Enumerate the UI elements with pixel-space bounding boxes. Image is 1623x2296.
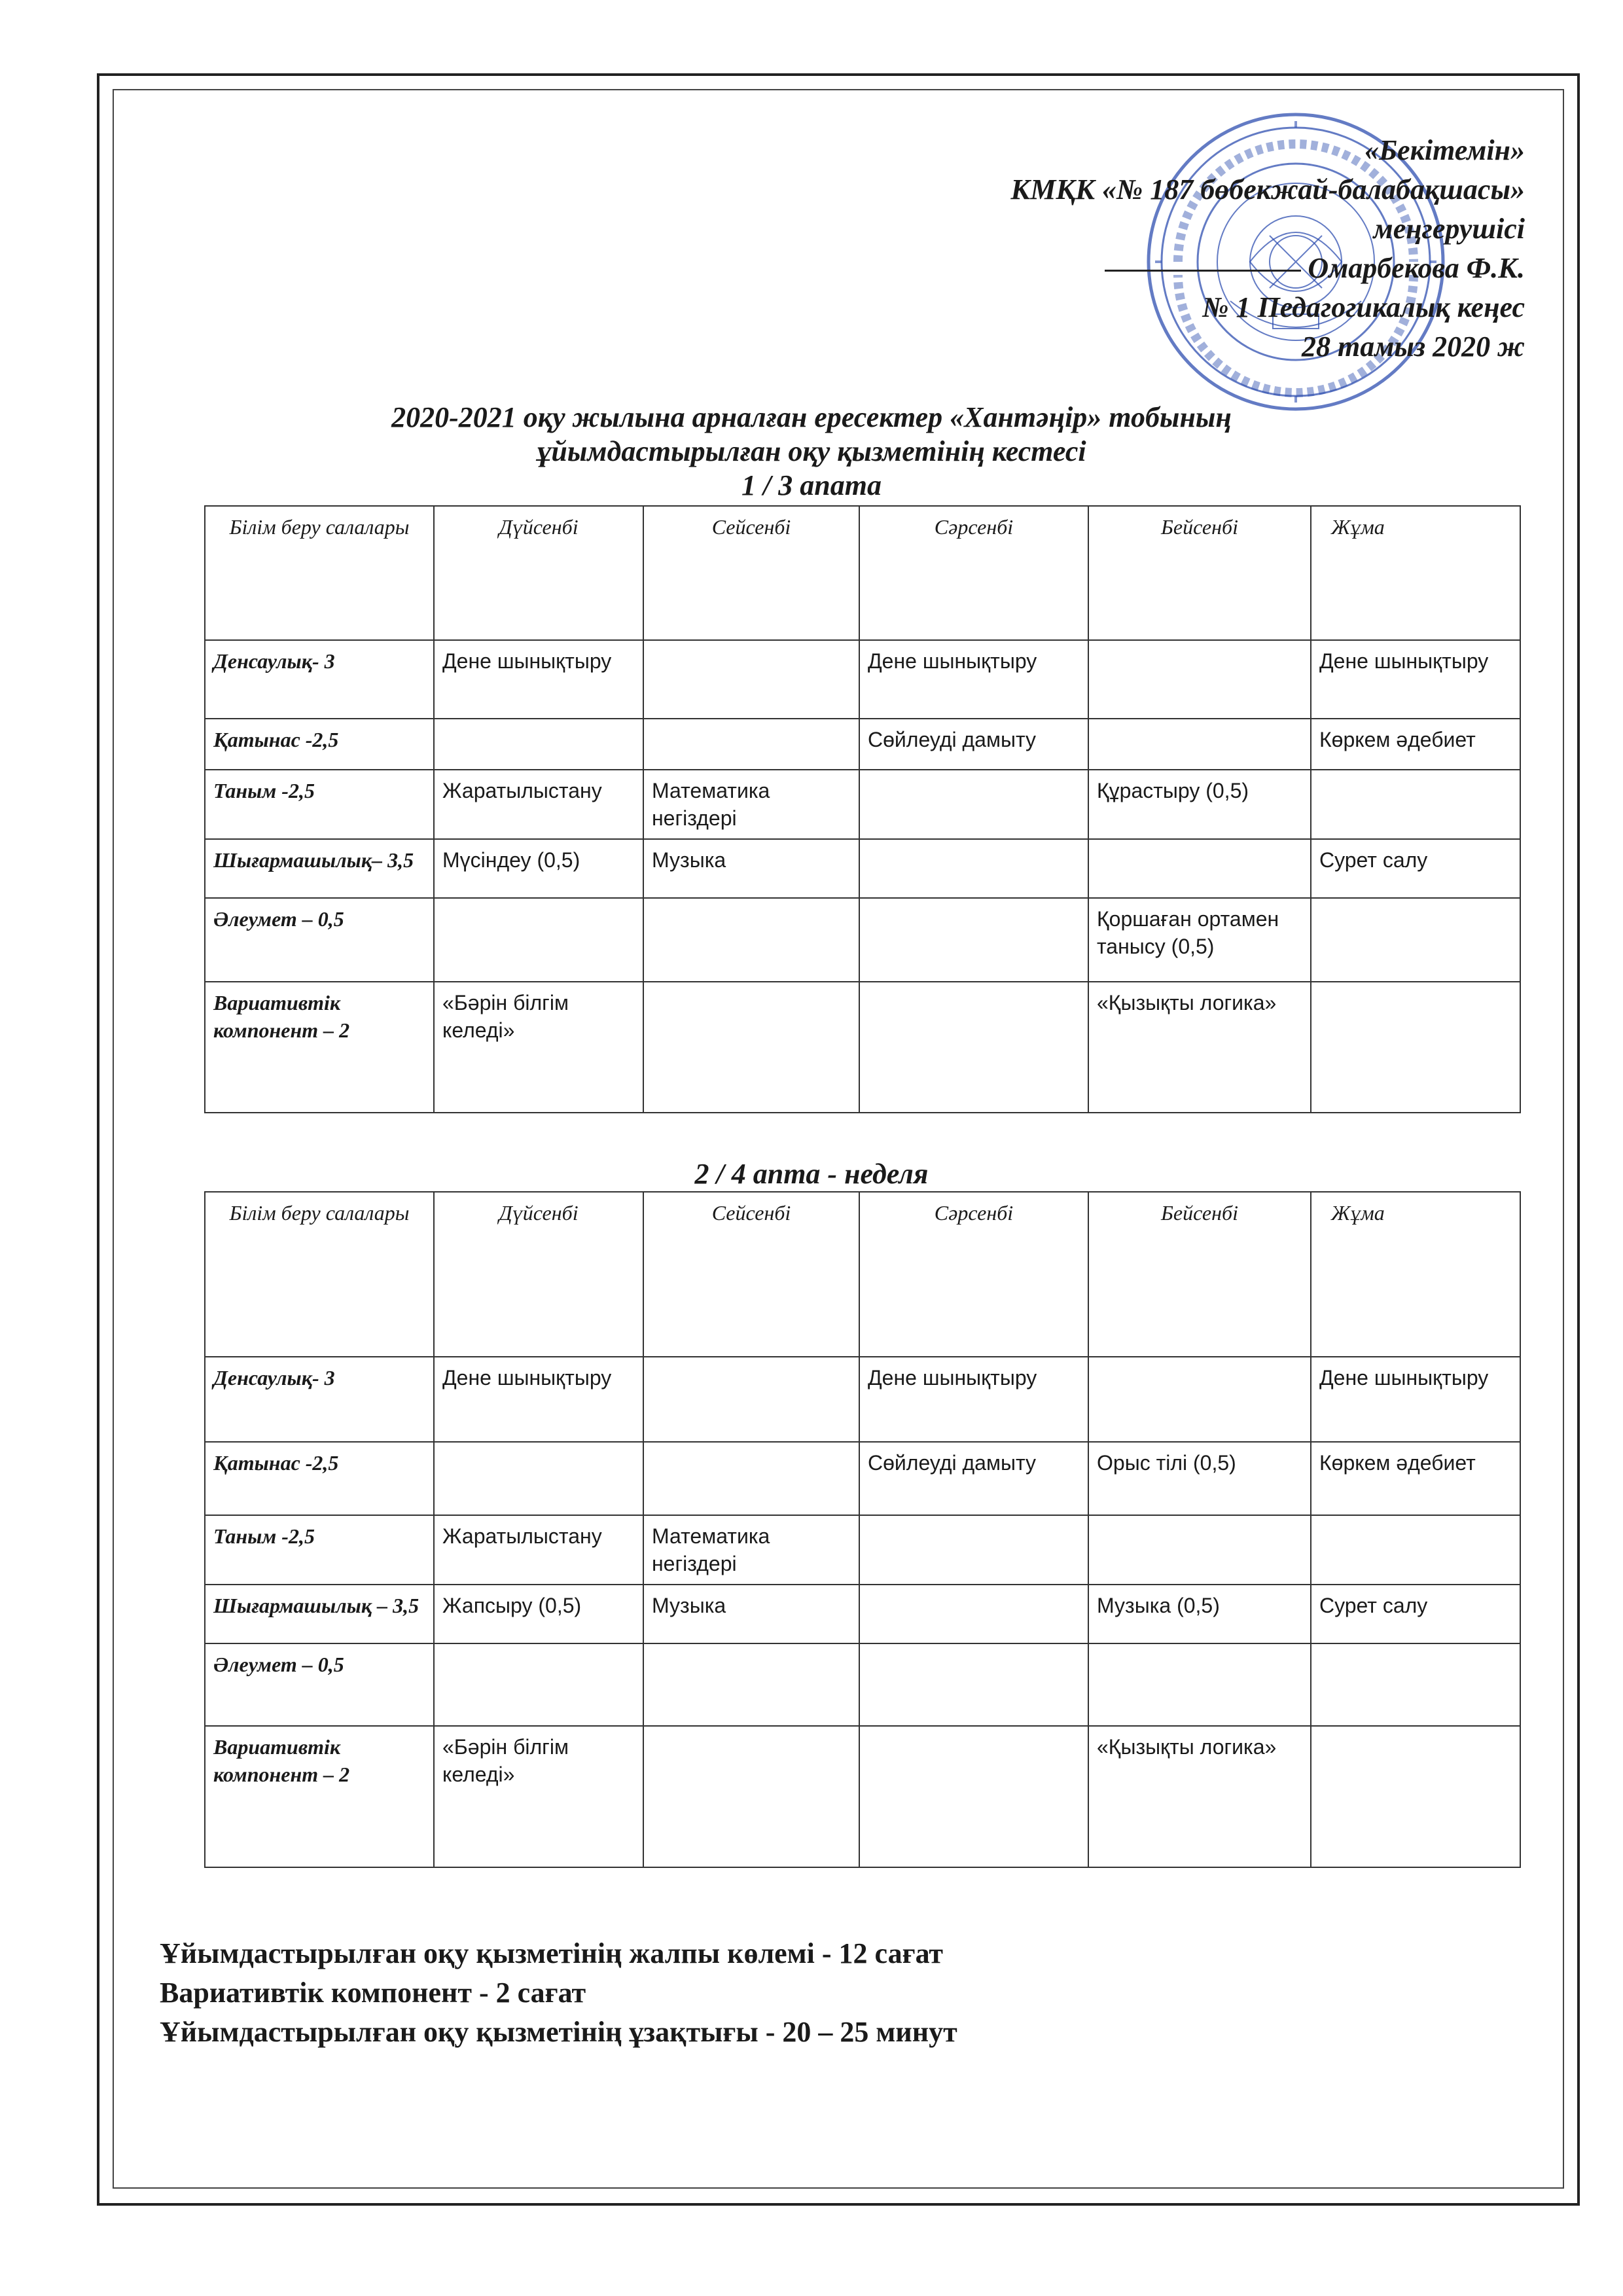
table-row xyxy=(205,982,1520,1113)
lesson-cell xyxy=(859,982,1088,1113)
table2-heading: 2 / 4 апта - неделя xyxy=(694,1158,929,1190)
table-header-row xyxy=(205,1192,1520,1357)
lesson-cell xyxy=(434,898,643,982)
education-area-cell: Денсаулық- 3 xyxy=(205,1357,434,1442)
lesson-cell: Математика негіздері xyxy=(643,770,859,839)
lesson-cell: Мүсіндеу (0,5) xyxy=(434,839,643,898)
education-area-cell: Шығармашылық– 3,5 xyxy=(205,839,434,898)
header-cell: Сейсенбі xyxy=(643,506,859,640)
lesson-cell xyxy=(643,640,859,719)
lesson-cell: Сурет салу xyxy=(1311,1585,1520,1643)
lesson-cell xyxy=(859,1585,1088,1643)
lesson-cell: Дене шынықтыру xyxy=(859,640,1088,719)
lesson-cell: Дене шынықтыру xyxy=(434,640,643,719)
education-area-cell: Денсаулық- 3 xyxy=(205,640,434,719)
lesson-cell: «Қызықты логика» xyxy=(1088,982,1311,1113)
lesson-cell: Сөйлеуді дамыту xyxy=(859,719,1088,770)
table-row xyxy=(205,1442,1520,1515)
header-cell: Сәрсенбі xyxy=(859,506,1088,640)
lesson-cell xyxy=(859,1515,1088,1585)
education-area-cell: Шығармашылық – 3,5 xyxy=(205,1585,434,1643)
approval-line-4: Омарбекова Ф.К. xyxy=(1308,252,1525,284)
lesson-cell xyxy=(1311,898,1520,982)
lesson-cell xyxy=(1311,1515,1520,1585)
lesson-cell: Құрастыру (0,5) xyxy=(1088,770,1311,839)
table-row xyxy=(205,1357,1520,1442)
lesson-cell xyxy=(643,982,859,1113)
table1-heading: 1 / 3 апата xyxy=(741,469,882,501)
lesson-cell: «Бәрін білгім келеді» xyxy=(434,982,643,1113)
lesson-cell xyxy=(643,898,859,982)
lesson-cell xyxy=(1311,770,1520,839)
lesson-cell: «Бәрін білгім келеді» xyxy=(434,1726,643,1867)
lesson-cell: Музыка (0,5) xyxy=(1088,1585,1311,1643)
table-row xyxy=(205,1515,1520,1585)
lesson-cell: Музыка xyxy=(643,1585,859,1643)
header-cell: Дүйсенбі xyxy=(434,1192,643,1357)
education-area-cell: Қатынас -2,5 xyxy=(205,719,434,770)
education-area-cell: Әлеумет – 0,5 xyxy=(205,1643,434,1726)
table-header-row xyxy=(205,506,1520,640)
lesson-cell xyxy=(643,719,859,770)
lesson-cell: Сурет салу xyxy=(1311,839,1520,898)
lesson-cell xyxy=(643,1357,859,1442)
lesson-cell: Қоршаған ортамен танысу (0,5) xyxy=(1088,898,1311,982)
header-cell: Жұма xyxy=(1311,1192,1520,1357)
education-area-cell: Таным -2,5 xyxy=(205,770,434,839)
summary-block xyxy=(160,1934,957,2052)
lesson-cell xyxy=(1088,640,1311,719)
summary-duration: Ұйымдастырылған оқу қызметінің ұзақтығы - 20 – 25 минут xyxy=(160,2016,957,2048)
lesson-cell: Дене шынықтыру xyxy=(1311,640,1520,719)
lesson-cell xyxy=(434,1442,643,1515)
lesson-cell xyxy=(859,839,1088,898)
header-cell: Жұма xyxy=(1311,506,1520,640)
header-cell: Дүйсенбі xyxy=(434,506,643,640)
lesson-cell xyxy=(859,1643,1088,1726)
lesson-cell xyxy=(1311,982,1520,1113)
lesson-cell xyxy=(643,1726,859,1867)
header-cell: Сейсенбі xyxy=(643,1192,859,1357)
table-row xyxy=(205,1585,1520,1643)
lesson-cell: Орыс тілі (0,5) xyxy=(1088,1442,1311,1515)
table-row xyxy=(205,898,1520,982)
lesson-cell: «Қызықты логика» xyxy=(1088,1726,1311,1867)
lesson-cell xyxy=(1088,719,1311,770)
signature-line xyxy=(1105,270,1301,272)
lesson-cell: Дене шынықтыру xyxy=(1311,1357,1520,1442)
header-cell: Бейсенбі xyxy=(1088,506,1311,640)
lesson-cell: Математика негіздері xyxy=(643,1515,859,1585)
header-cell: Білім беру салалары xyxy=(205,506,434,640)
approval-block xyxy=(740,131,1525,367)
summary-total-hours: Ұйымдастырылған оқу қызметінің жалпы көлемі - 12 сағат xyxy=(160,1937,944,1969)
lesson-cell xyxy=(1088,1357,1311,1442)
table-row xyxy=(205,839,1520,898)
lesson-cell: Жаратылыстану xyxy=(434,1515,643,1585)
approval-line-1: «Бекітемін» xyxy=(1364,134,1525,166)
schedule-table-week-2-4 xyxy=(204,1191,1521,1868)
document-title-line-1: 2020-2021 оқу жылына арналған ересектер «Хантәңір» тобының xyxy=(391,401,1232,433)
header-cell: Білім беру салалары xyxy=(205,1192,434,1357)
header-cell: Сәрсенбі xyxy=(859,1192,1088,1357)
lesson-cell xyxy=(859,770,1088,839)
education-area-cell: Әлеумет – 0,5 xyxy=(205,898,434,982)
header-cell: Бейсенбі xyxy=(1088,1192,1311,1357)
summary-variative: Вариативтік компонент - 2 сағат xyxy=(160,1977,586,2009)
lesson-cell xyxy=(1088,1515,1311,1585)
lesson-cell xyxy=(859,898,1088,982)
table-row xyxy=(205,640,1520,719)
schedule-table-week-1-3 xyxy=(204,505,1521,1113)
lesson-cell xyxy=(643,1643,859,1726)
lesson-cell: Көркем әдебиет xyxy=(1311,719,1520,770)
document-title-line-2: ұйымдастырылған оқу қызметінің кестесі xyxy=(537,435,1086,467)
table-row xyxy=(205,770,1520,839)
education-area-cell: Вариативтік компонент – 2 xyxy=(205,1726,434,1867)
approval-line-5: № 1 Педагогикалық кеңес xyxy=(1202,291,1525,323)
education-area-cell: Вариативтік компонент – 2 xyxy=(205,982,434,1113)
lesson-cell xyxy=(1311,1726,1520,1867)
approval-line-3: меңгерушісі xyxy=(1373,213,1525,245)
lesson-cell xyxy=(434,1643,643,1726)
table-row xyxy=(205,1643,1520,1726)
lesson-cell xyxy=(1088,839,1311,898)
approval-line-6: 28 тамыз 2020 ж xyxy=(1302,331,1525,363)
lesson-cell: Дене шынықтыру xyxy=(859,1357,1088,1442)
education-area-cell: Таным -2,5 xyxy=(205,1515,434,1585)
lesson-cell: Музыка xyxy=(643,839,859,898)
education-area-cell: Қатынас -2,5 xyxy=(205,1442,434,1515)
lesson-cell xyxy=(1311,1643,1520,1726)
approval-line-2: КМҚК «№ 187 бөбекжай-балабақшасы» xyxy=(1010,173,1525,206)
lesson-cell xyxy=(859,1726,1088,1867)
lesson-cell xyxy=(434,719,643,770)
lesson-cell xyxy=(1088,1643,1311,1726)
lesson-cell: Жаратылыстану xyxy=(434,770,643,839)
lesson-cell: Көркем әдебиет xyxy=(1311,1442,1520,1515)
lesson-cell xyxy=(643,1442,859,1515)
lesson-cell: Дене шынықтыру xyxy=(434,1357,643,1442)
lesson-cell: Сөйлеуді дамыту xyxy=(859,1442,1088,1515)
table-row xyxy=(205,1726,1520,1867)
table-row xyxy=(205,719,1520,770)
lesson-cell: Жапсыру (0,5) xyxy=(434,1585,643,1643)
